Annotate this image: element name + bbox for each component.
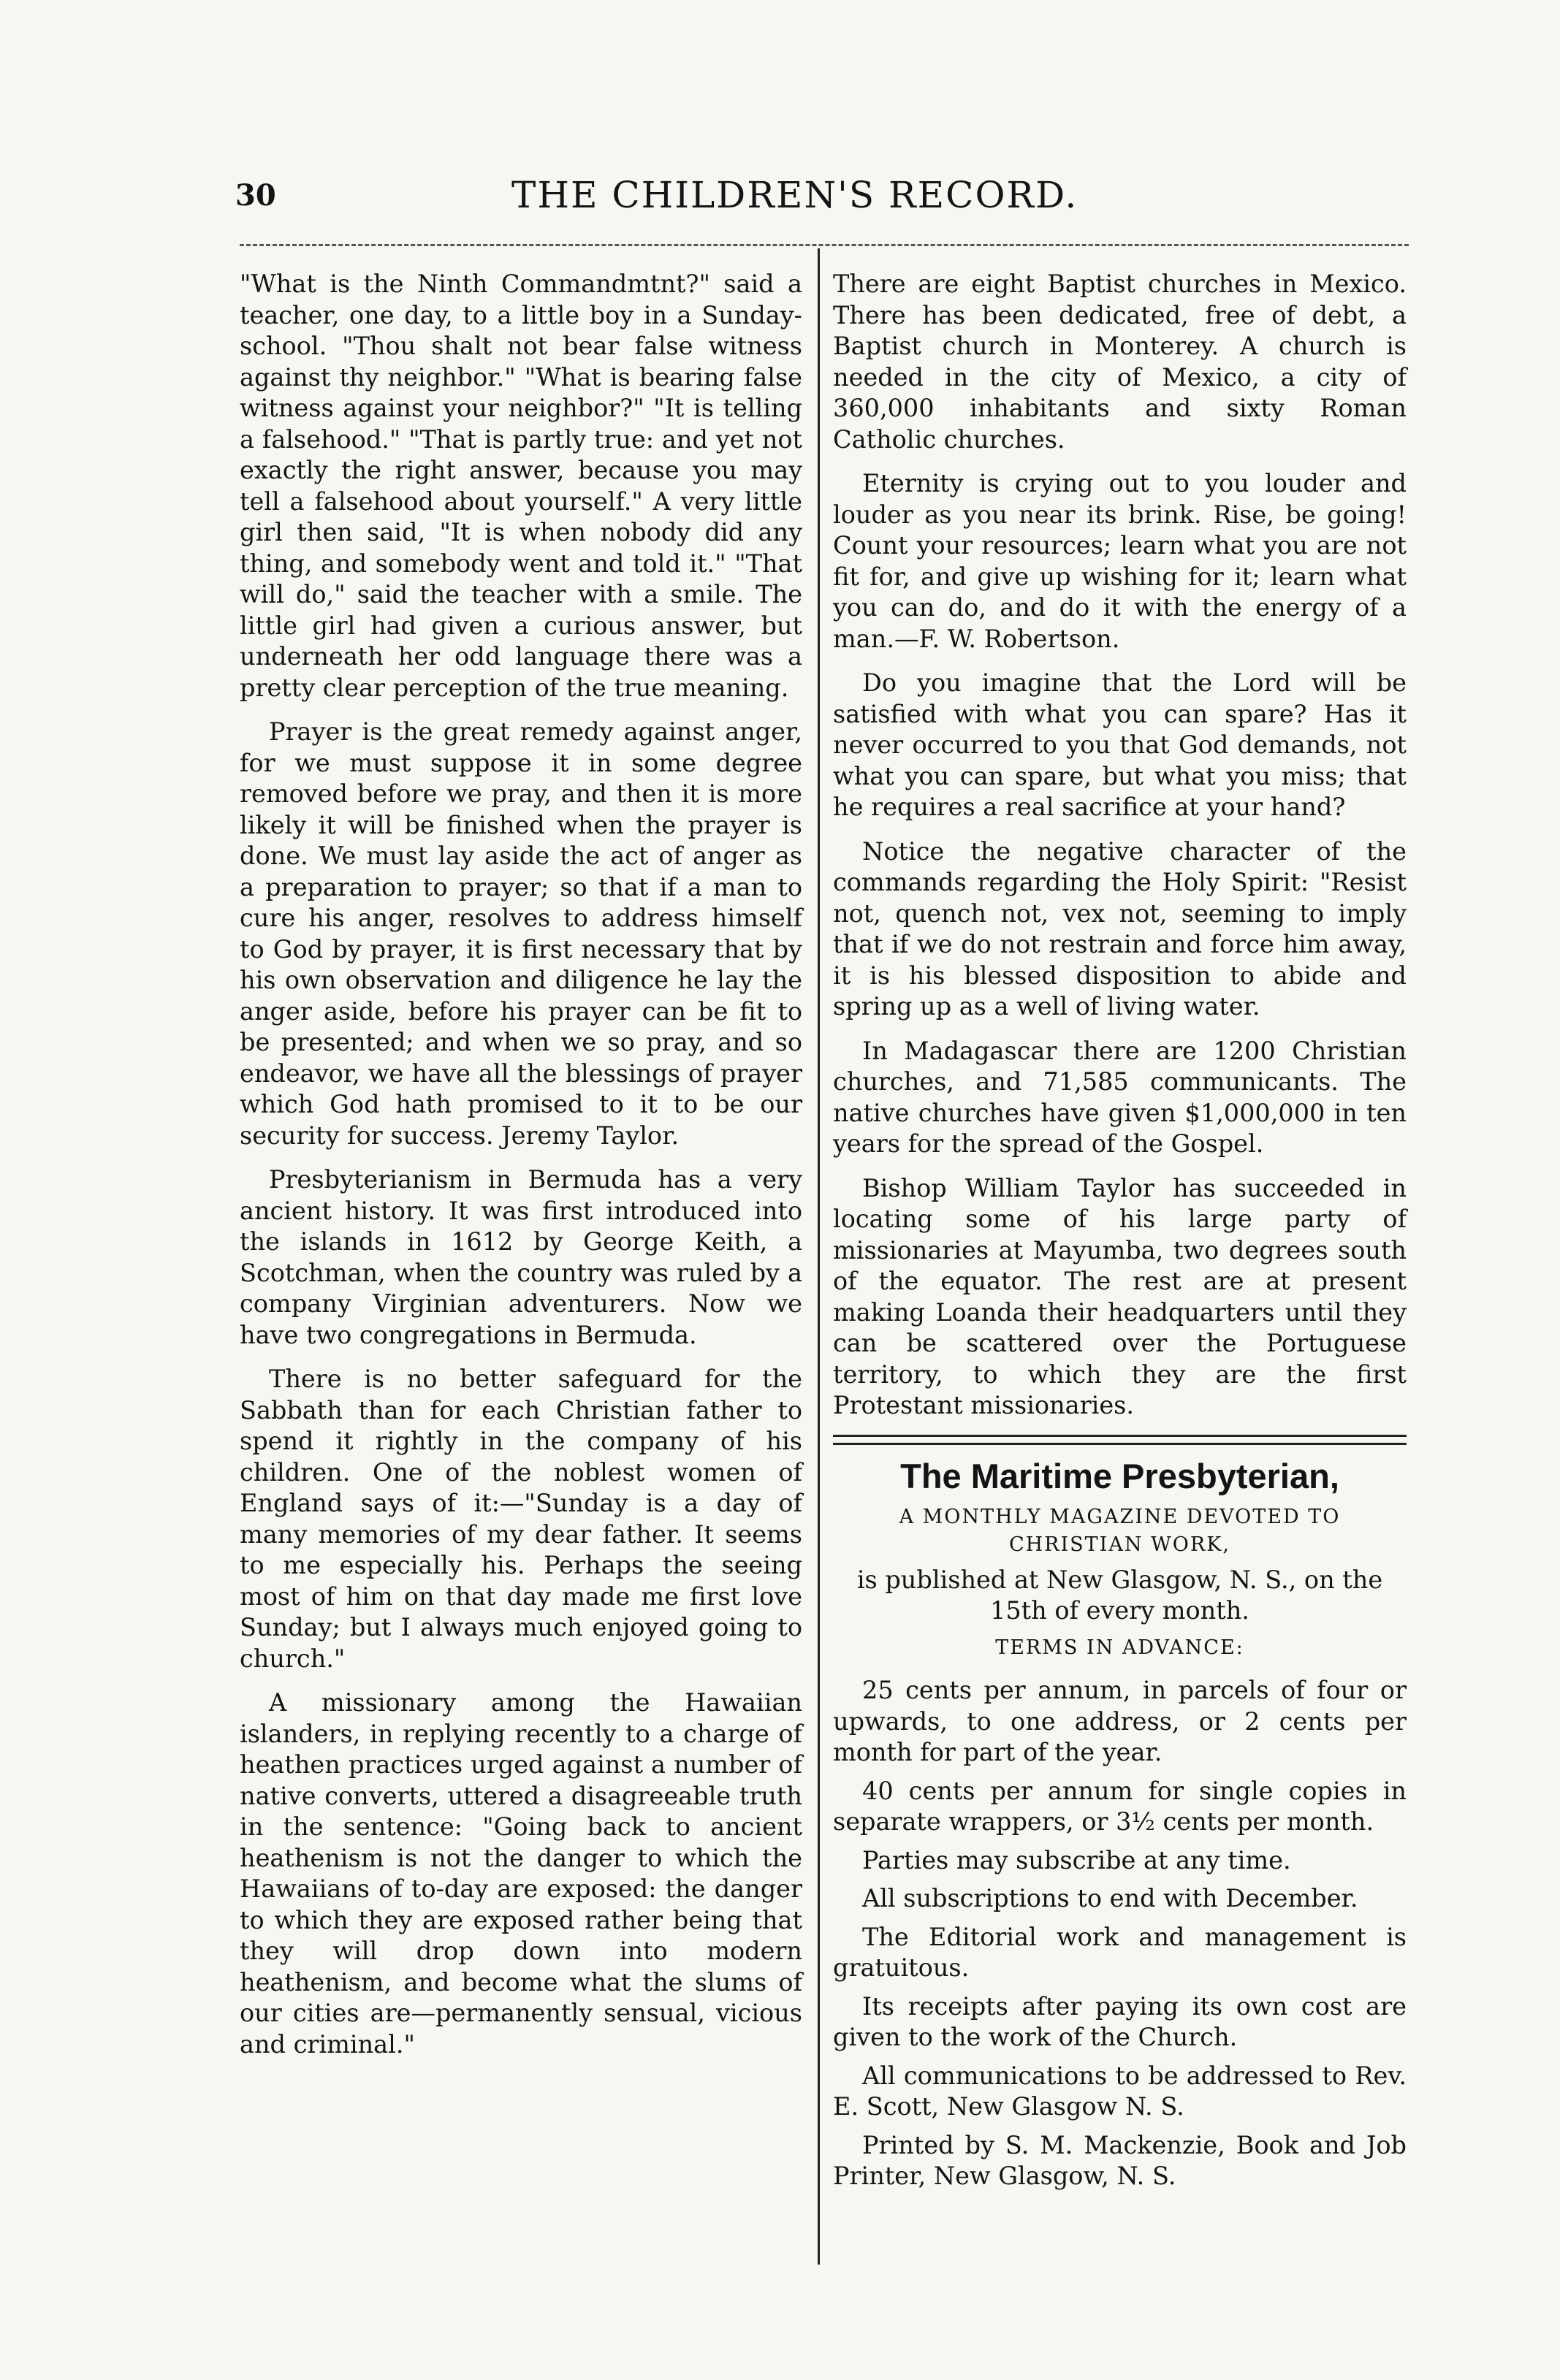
advertisement-maritime-presbyterian <box>833 1435 1407 2192</box>
ad-title: The Maritime Presbyterian, <box>900 1456 1339 1495</box>
column-rule <box>818 248 820 2265</box>
paragraph-prayer-anger: Prayer is the great remedy against anger, for we must suppose it in some degree removed before we pray, and then it is more likely it will be finished when the prayer is done. We must lay aside the act of anger as a preparation to prayer; so that if a man to cure his anger, resolves to address himself to God by prayer, it is first necessary that by his own observation and diligence he lay the anger aside, before his prayer can be fit to be presented; and when we so pray, and so endeavor, we have all the blessings of prayer which God hath promised to it to be our security for success. Jeremy Taylor. <box>240 717 802 1150</box>
left-column <box>240 269 802 2073</box>
ad-line: All communications to be addressed to Rev. E. Scott, New Glasgow N. S. <box>833 2061 1407 2121</box>
paragraph-bishop-taylor: Bishop William Taylor has succeeded in locating some of his large party of missionaries at Mayumba, two degrees south of the equator. The rest are at present making Loanda their headquarters until they can be scattered over the Portuguese territory, to which they are the first Protestant missionaries. <box>833 1173 1407 1419</box>
paragraph-madagascar: In Madagascar there are 1200 Christian churches, and 71,585 communicants. The native churches have given $1,000,000 in ten years for the spread of the Gospel. <box>833 1036 1407 1158</box>
ad-line: Printed by S. M. Mackenzie, Book and Job Printer, New Glasgow, N. S. <box>833 2130 1407 2190</box>
ad-terms-heading: TERMS IN ADVANCE: <box>995 1636 1244 1659</box>
ad-line: 40 cents per annum for single copies in separate wrappers, or 3½ cents per month. <box>833 1776 1407 1836</box>
ad-line: All subscriptions to end with December. <box>862 1884 1358 1912</box>
running-head: THE CHILDREN'S RECORD. <box>511 174 1078 216</box>
ad-top-rule-inner <box>833 1443 1407 1445</box>
ad-line: Its receipts after paying its own cost are given to the work of the Church. <box>833 1991 1407 2051</box>
paragraph-spare: Do you imagine that the Lord will be satisfied with what you can spare? Has it never occurred to you that God demands, not what you can spare, but what you miss; that he requires a real sacrifice at your hand? <box>833 668 1407 821</box>
ad-top-rule <box>833 1435 1407 1437</box>
ad-line: 25 cents per annum, in parcels of four or upwards, to one address, or 2 cents per month for part of the year. <box>833 1676 1407 1766</box>
paragraph-eternity: Eternity is crying out to you louder and louder as you near its brink. Rise, be going! Count your resources; learn what you are not fit for, and give up wishing for it; learn what you can do, and do it with the energy of a man.—F. W. Robertson. <box>833 469 1407 653</box>
ad-publication-info: is published at New Glasgow, N. S., on the 15th of every month. <box>856 1565 1383 1625</box>
paragraph-sabbath: There is no better safeguard for the Sabbath than for each Christian father to spend it rightly in the company of his children. One of the noblest women of England says of it:—"Sunday is a day of many memories of my dear father. It seems to me especially his. Perhaps the seeing most of him on that day made me first love Sunday; but I always much enjoyed going to church." <box>240 1365 802 1673</box>
paragraph-mexico-baptist: There are eight Baptist churches in Mexico. There has been dedicated, free of debt, a Baptist church in Monterey. A church is needed in the city of Mexico, a city of 360,000 inhabitants and sixty Roman Catholic churches. <box>833 270 1407 454</box>
header-rule <box>240 244 1409 246</box>
paragraph-bermuda: Presbyterianism in Bermuda has a very ancient history. It was first introduced into the islands in 1612 by George Keith, a Scotchman, when the country was ruled by a company Virginian adventurers. Now we have two congregations in Bermuda. <box>240 1165 802 1349</box>
right-column <box>833 269 1407 2200</box>
page-number: 30 <box>235 178 276 213</box>
paragraph-ninth-commandment: "What is the Ninth Commandmtnt?" said a teacher, one day, to a little boy in a Sunday-school. "Thou shalt not bear false witness against thy neighbor." "What is bearing false witness against your neighbor?" "It is telling a falsehood." "That is partly true: and yet not exactly the right answer, because you may tell a falsehood about yourself." A very little girl then said, "It is when nobody did any thing, and somebody went and told it." "That will do," said the teacher with a smile. The little girl had given a curious answer, but underneath her odd language there was a pretty clear perception of the true meaning. <box>240 270 802 702</box>
paragraph-holy-spirit: Notice the negative character of the commands regarding the Holy Spirit: "Resist not, quench not, vex not, seeming to imply that if we do not restrain and force him away, it is his blessed disposition to abide and spring up as a well of living water. <box>833 836 1407 1021</box>
paragraph-hawaiian: A missionary among the Hawaiian islanders, in replying recently to a charge of heathen practices urged against a number of native converts, uttered a disagreeable truth in the sentence: "Going back to ancient heathenism is not the danger to which the Hawaiians of to-day are exposed: the danger to which they are exposed rather being that they will drop down into modern heathenism, and become what the slums of our cities are—permanently sensual, vicious and criminal." <box>240 1688 802 2059</box>
ad-line: Parties may subscribe at any time. <box>862 1845 1291 1874</box>
ad-line: The Editorial work and management is gratuitous. <box>833 1922 1407 1982</box>
ad-subtitle: A MONTHLY MAGAZINE DEVOTED TO CHRISTIAN WORK, <box>899 1505 1341 1556</box>
